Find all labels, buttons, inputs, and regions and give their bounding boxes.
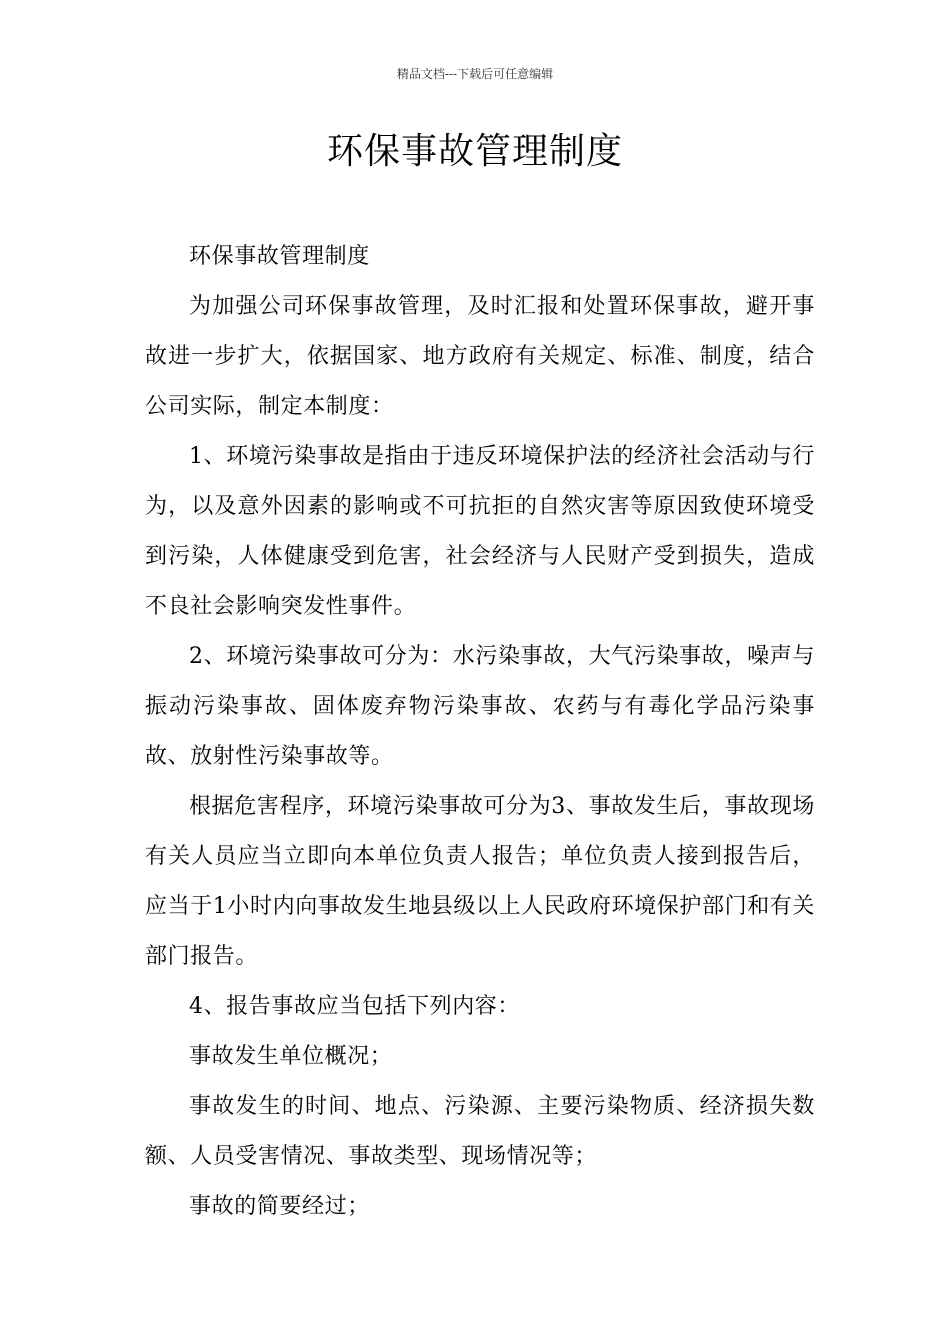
paragraph-subitem-2: 事故发生的时间、地点、污染源、主要污染物质、经济损失数额、人员受害情况、事故类型、现场情况等； — [145, 1094, 815, 1169]
document-title: 环保事故管理制度 — [326, 131, 623, 172]
document-body — [145, 232, 815, 1232]
paragraph-subitem-3: 事故的简要经过； — [189, 1194, 370, 1219]
paragraph-item-4: 4、报告事故应当包括下列内容： — [189, 994, 520, 1019]
header-note: 精品文档---下载后可任意编辑 — [396, 67, 554, 81]
paragraph-heading: 环保事故管理制度 — [189, 244, 370, 269]
paragraph-item-3: 根据危害程序，环境污染事故可分为3、事故发生后，事故现场有关人员应当立即向本单位负责人报告；单位负责人接到报告后，应当于1小时内向事故发生地县级以上人民政府环境保护部门和有关部门报告。 — [145, 794, 815, 969]
paragraph-intro: 为加强公司环保事故管理，及时汇报和处置环保事故，避开事故进一步扩大，依据国家、地方政府有关规定、标准、制度，结合公司实际，制定本制度： — [145, 294, 815, 419]
paragraph-subitem-1: 事故发生单位概况； — [189, 1044, 393, 1069]
paragraph-item-2: 2、环境污染事故可分为：水污染事故，大气污染事故，噪声与振动污染事故、固体废弃物污染事故、农药与有毒化学品污染事故、放射性污染事故等。 — [145, 644, 815, 769]
paragraph-item-1: 1、环境污染事故是指由于违反环境保护法的经济社会活动与行为，以及意外因素的影响或不可抗拒的自然灾害等原因致使环境受到污染，人体健康受到危害，社会经济与人民财产受到损失，造成不良社会影响突发性事件。 — [145, 444, 815, 619]
